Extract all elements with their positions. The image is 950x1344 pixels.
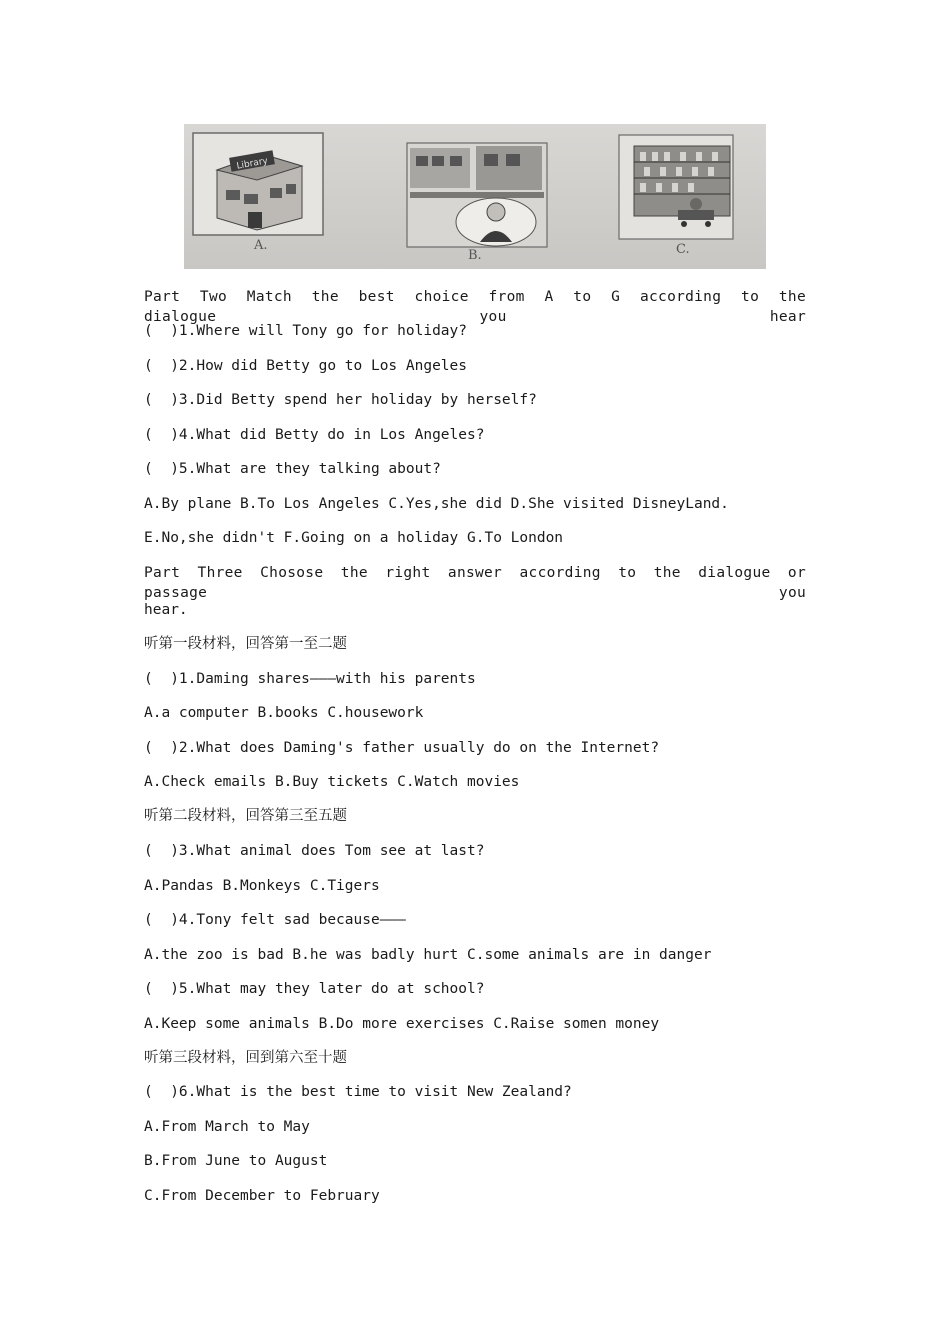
picture-label-b: B. — [468, 248, 482, 263]
picture-label-c: C. — [676, 242, 690, 257]
answer-option: A.From March to May — [144, 1119, 310, 1135]
answer-options: A.By plane B.To Los Angeles C.Yes,she did D.She visited DisneyLand. — [144, 496, 729, 512]
answer-options: A.Pandas B.Monkeys C.Tigers — [144, 878, 380, 894]
picture-label-a: A. — [254, 238, 268, 253]
question-line: ( )6.What is the best time to visit New Zealand? — [144, 1084, 572, 1100]
answer-options: A.Keep some animals B.Do more exercises C.Raise somen money — [144, 1016, 660, 1032]
section-instruction: 听第三段材料，回到第六至十题 — [144, 1050, 347, 1066]
answer-options: A.the zoo is bad B.he was badly hurt C.some animals are in danger — [144, 947, 712, 963]
part-three-heading-cont: hear. — [144, 602, 188, 618]
question-line: ( )1.Daming shares———with his parents — [144, 671, 476, 687]
answer-options: A.a computer B.books C.housework — [144, 705, 424, 721]
question-line: ( )4.What did Betty do in Los Angeles? — [144, 427, 485, 443]
question-line: ( )2.How did Betty go to Los Angeles — [144, 358, 468, 374]
question-line: ( )5.What are they talking about? — [144, 461, 441, 477]
section-instruction: 听第一段材料，回答第一至二题 — [144, 636, 347, 652]
street-scene-image — [406, 142, 548, 248]
answer-options: A.Check emails B.Buy tickets C.Watch movies — [144, 774, 520, 790]
question-line: ( )2.What does Daming's father usually do on the Internet? — [144, 740, 660, 756]
library-sign-text: Library — [235, 156, 269, 172]
answer-option: C.From December to February — [144, 1188, 380, 1204]
answer-option: B.From June to August — [144, 1153, 328, 1169]
library-building-image — [192, 132, 324, 236]
part-three-heading: Part Three Chosose the right answer according to the dialogue or passage you — [144, 565, 806, 601]
question-line: ( )1.Where will Tony go for holiday? — [144, 323, 468, 339]
question-line: ( )3.What animal does Tom see at last? — [144, 843, 485, 859]
part-two-heading: Part Two Match the best choice from A to G according to the dialogue you hear — [144, 289, 806, 325]
question-line: ( )3.Did Betty spend her holiday by herself? — [144, 392, 537, 408]
question-line: ( )4.Tony felt sad because——— — [144, 912, 406, 928]
question-line: ( )5.What may they later do at school? — [144, 981, 485, 997]
listening-pictures — [184, 124, 766, 269]
supermarket-image — [618, 134, 734, 240]
answer-options: E.No,she didn't F.Going on a holiday G.To London — [144, 530, 564, 546]
section-instruction: 听第二段材料，回答第三至五题 — [144, 808, 347, 824]
